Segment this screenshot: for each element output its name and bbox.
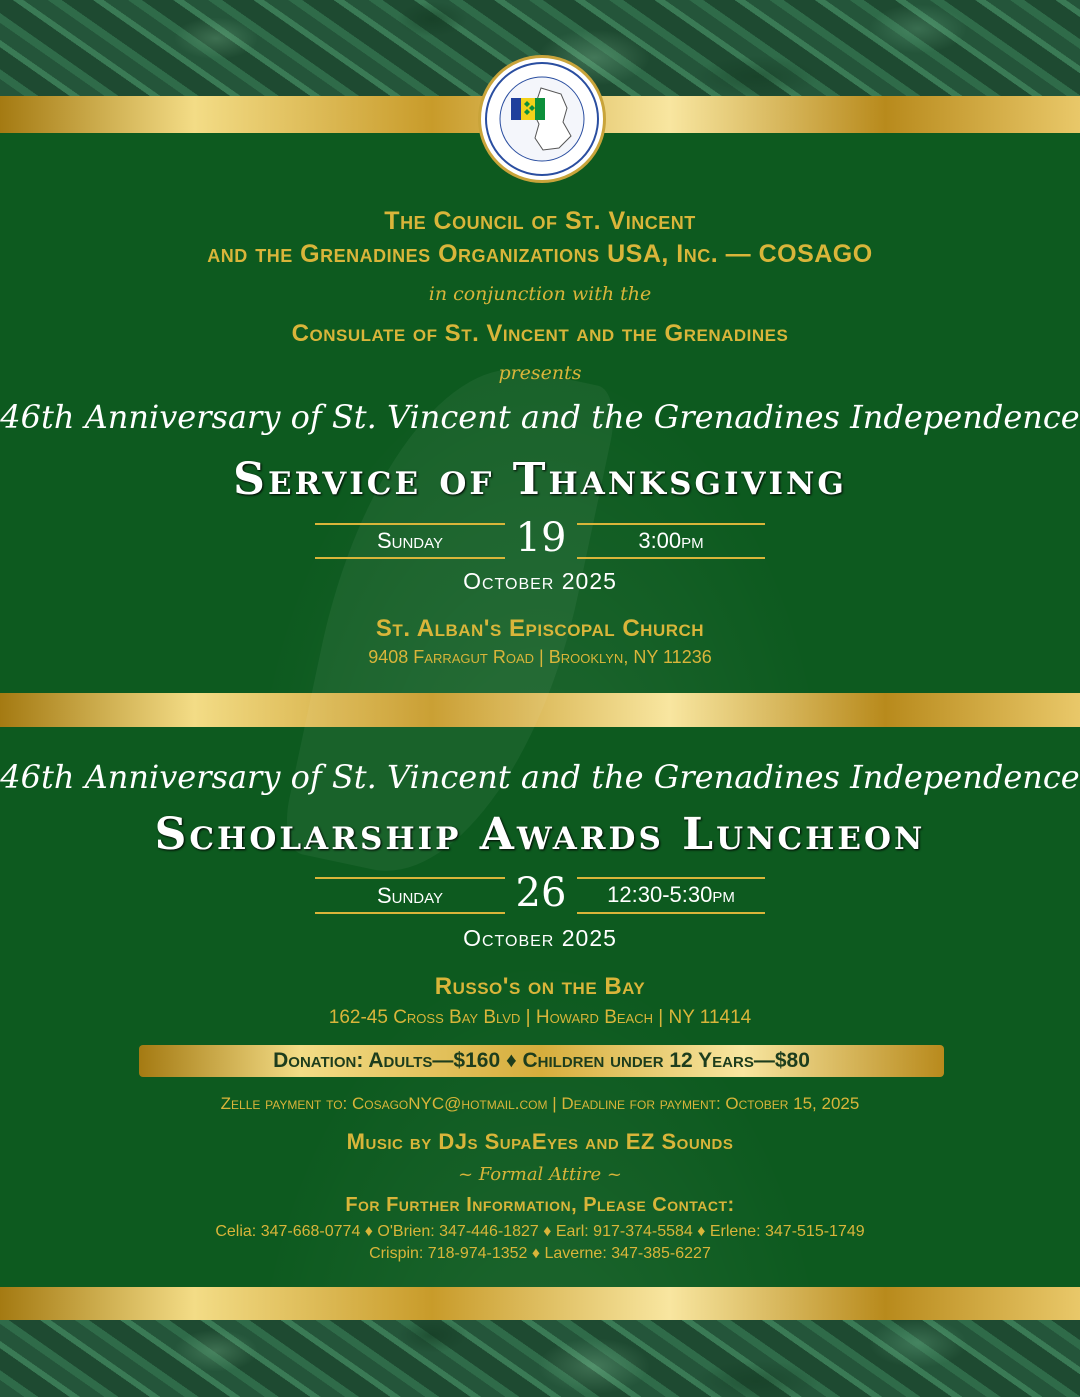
seal-emblem [481, 58, 603, 180]
cosago-seal-logo [478, 55, 606, 183]
event1-rule-right-top [577, 523, 765, 525]
event1-rule-left-bottom [315, 557, 505, 559]
event2-day: Sunday [376, 883, 444, 908]
marble-border-bottom [0, 1320, 1080, 1397]
music-info: Music by DJs SupaEyes and EZ Sounds [346, 1129, 734, 1154]
event1-time: 3:00pm [638, 528, 704, 553]
event2-date-number: 26 [515, 870, 567, 916]
event2-rule-left-top [315, 877, 505, 879]
gold-band-bottom [0, 1287, 1080, 1320]
consulate-name: Consulate of St. Vincent and the Grenadines [291, 320, 789, 347]
payment-info: Zelle payment to: CosagoNYC@hotmail.com | Deadline for payment: October 15, 2025 [220, 1094, 860, 1113]
event1-rule-left-top [315, 523, 505, 525]
event1-day: Sunday [376, 528, 444, 553]
event2-address: 162-45 Cross Bay Blvd | Howard Beach | NY 11414 [328, 1007, 752, 1028]
event2-venue: Russo's on the Bay [434, 973, 646, 1000]
event2-title: Scholarship Awards Luncheon [154, 809, 926, 860]
donation-banner: Donation: Adults—$160 ♦ Children under 12 Years—$80 [139, 1045, 944, 1077]
event1-date-number: 19 [515, 515, 567, 561]
org-name-line1: The Council of St. Vincent [384, 207, 696, 235]
svg-flag-icon [511, 98, 545, 120]
event1-anniversary-title: 46th Anniversary of St. Vincent and the Grenadines Independence [0, 398, 1080, 436]
event1-address: 9408 Farragut Road | Brooklyn, NY 11236 [368, 647, 712, 667]
presents-text: presents [498, 362, 582, 384]
event1-month-year: October 2025 [463, 568, 617, 594]
attire-note: ~ Formal Attire ~ [458, 1164, 622, 1185]
org-name-line2: and the Grenadines Organizations USA, Inc. — COSAGO [207, 240, 873, 268]
event2-anniversary-title: 46th Anniversary of St. Vincent and the Grenadines Independence [0, 758, 1080, 796]
conjunction-text: in conjunction with the [428, 283, 652, 305]
event2-rule-right-top [577, 877, 765, 879]
contacts-line2: Crispin: 718-974-1352 ♦ Laverne: 347-385-6227 [369, 1245, 711, 1262]
event2-month-year: October 2025 [463, 925, 617, 951]
event2-time: 12:30-5:30pm [607, 882, 735, 907]
contacts-line1: Celia: 347-668-0774 ♦ O'Brien: 347-446-1827 ♦ Earl: 917-374-5584 ♦ Erlene: 347-515-1749 [215, 1223, 865, 1240]
event1-rule-right-bottom [577, 557, 765, 559]
event1-venue: St. Alban's Episcopal Church [375, 615, 705, 642]
event1-title: Service of Thanksgiving [233, 454, 847, 505]
event2-rule-left-bottom [315, 912, 505, 914]
contact-heading: For Further Information, Please Contact: [345, 1194, 735, 1216]
event2-rule-right-bottom [577, 912, 765, 914]
